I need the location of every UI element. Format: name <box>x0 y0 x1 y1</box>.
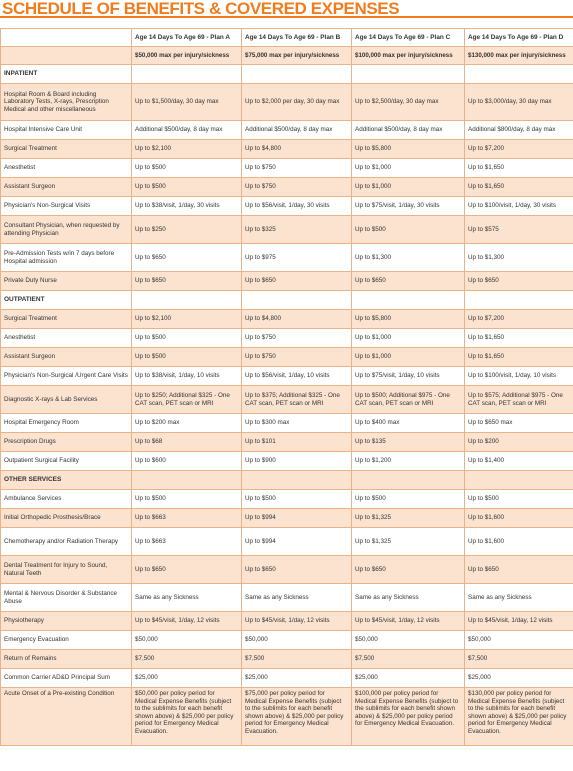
plan-d-value: Up to $1,650 <box>465 159 573 178</box>
plan-b-value: Up to $650 <box>242 556 352 584</box>
plan-a-value: $7,500 <box>132 650 242 669</box>
plan-b-value: $7,500 <box>242 650 352 669</box>
benefit-label: Anesthetist <box>1 329 132 348</box>
benefit-row <box>1 121 573 140</box>
benefit-label: Diagnostic X-rays & Lab Services <box>1 386 132 414</box>
plan-c-value: Up to $5,800 <box>352 310 465 329</box>
benefit-row <box>1 528 573 556</box>
plan-d-value: Up to $1,650 <box>465 178 573 197</box>
plan-b-value: Additional $500/day, 8 day max <box>242 121 352 140</box>
benefit-row <box>1 140 573 159</box>
plan-b-value: Up to $975 <box>242 244 352 272</box>
benefit-label: Physician's Non-Surgical Visits <box>1 197 132 216</box>
plan-a-value: Same as any Sickness <box>132 584 242 612</box>
plan-b-value: Up to $994 <box>242 528 352 556</box>
plan-a-value: Up to $68 <box>132 433 242 452</box>
plan-d-value: Up to $1,300 <box>465 244 573 272</box>
plan-c-value: Up to $135 <box>352 433 465 452</box>
plan-d-value: Up to $575; Additional $975 - One CAT scan, PET scan or MRI <box>465 386 573 414</box>
title-underline <box>0 15 573 28</box>
plan-b-value: $50,000 <box>242 631 352 650</box>
plan-d-value: $7,500 <box>465 650 573 669</box>
plan-a-value: Up to $2,100 <box>132 310 242 329</box>
plan-d-value: Up to $1,600 <box>465 509 573 528</box>
benefit-label: Outpatient Surgical Facility <box>1 452 132 471</box>
plan-d-value: Up to $1,650 <box>465 348 573 367</box>
benefit-row <box>1 348 573 367</box>
plan-a-value: Additional $500/day, 8 day max <box>132 121 242 140</box>
plan-d-value: Up to $200 <box>465 433 573 452</box>
section-blank-cell <box>465 65 573 84</box>
plan-c-value: $50,000 <box>352 631 465 650</box>
benefit-row <box>1 490 573 509</box>
plan-a-value: $50,000 <box>132 631 242 650</box>
benefit-label: Surgical Treatment <box>1 310 132 329</box>
plan-max-row <box>1 47 573 65</box>
page-title: SCHEDULE OF BENEFITS & COVERED EXPENSES <box>2 0 400 15</box>
plan-d-value: Up to $650 <box>465 272 573 291</box>
plan-d-value: $50,000 <box>465 631 573 650</box>
plan-b-value: $25,000 <box>242 669 352 688</box>
benefit-row <box>1 159 573 178</box>
plan-c-value: Up to $500; Additional $975 - One CAT scan, PET scan or MRI <box>352 386 465 414</box>
plan-c-value: Up to $1,300 <box>352 244 465 272</box>
plan-b-value: Up to $750 <box>242 178 352 197</box>
plan-b-value: Up to $45/visit, 1/day, 12 visits <box>242 612 352 631</box>
plan-a-max: $50,000 max per injury/sickness <box>132 47 242 65</box>
benefit-label: Ambulance Services <box>1 490 132 509</box>
plan-b-value: Up to $4,800 <box>242 310 352 329</box>
benefits-table <box>0 28 573 746</box>
plan-b-value: Up to $900 <box>242 452 352 471</box>
benefit-label: Anesthetist <box>1 159 132 178</box>
plan-a-value: Up to $663 <box>132 509 242 528</box>
benefit-row <box>1 631 573 650</box>
plan-a-value: Up to $500 <box>132 348 242 367</box>
section-blank-cell <box>352 65 465 84</box>
benefit-row <box>1 509 573 528</box>
plan-d-value: Up to $650 <box>465 556 573 584</box>
plan-a-value: Up to $250; Additional $325 - One CAT scan, PET scan or MRI <box>132 386 242 414</box>
plan-d-max: $130,000 max per injury/sickness <box>465 47 573 65</box>
benefit-row <box>1 452 573 471</box>
plan-c-header: Age 14 Days To Age 69 - Plan C <box>352 29 465 47</box>
plan-a-value: Up to $250 <box>132 216 242 244</box>
benefit-label: Assistant Surgeon <box>1 348 132 367</box>
benefit-label: Return of Remains <box>1 650 132 669</box>
section-label: OUTPATIENT <box>1 291 132 310</box>
plan-d-value: Up to $575 <box>465 216 573 244</box>
benefit-row <box>1 84 573 121</box>
plan-c-value: Up to $500 <box>352 216 465 244</box>
plan-d-value: $25,000 <box>465 669 573 688</box>
plan-c-value: Up to $650 <box>352 556 465 584</box>
benefit-row <box>1 584 573 612</box>
plan-c-value: Up to $75/visit, 1/day, 30 visits <box>352 197 465 216</box>
plan-b-value: Up to $375; Additional $325 - One CAT scan, PET scan or MRI <box>242 386 352 414</box>
benefit-label: Initial Orthopedic Prosthesis/Brace <box>1 509 132 528</box>
plan-c-value: Up to $45/visit, 1/day, 12 visits <box>352 612 465 631</box>
plan-d-value: Up to $45/visit, 1/day, 12 visits <box>465 612 573 631</box>
plan-c-value: Up to $1,000 <box>352 329 465 348</box>
benefit-row <box>1 386 573 414</box>
plan-b-value: Up to $300 max <box>242 414 352 433</box>
header-blank-cell <box>1 29 132 47</box>
benefit-row <box>1 612 573 631</box>
plan-a-value: Up to $500 <box>132 159 242 178</box>
plan-a-value: Up to $200 max <box>132 414 242 433</box>
benefit-row <box>1 272 573 291</box>
plan-d-value: Up to $100/visit, 1/day, 10 visits <box>465 367 573 386</box>
plan-a-value: Up to $500 <box>132 329 242 348</box>
section-blank-cell <box>242 471 352 490</box>
section-blank-cell <box>242 65 352 84</box>
benefit-label: Physiotherapy <box>1 612 132 631</box>
plan-d-header: Age 14 Days To Age 69 - Plan D <box>465 29 573 47</box>
section-blank-cell <box>352 291 465 310</box>
plan-c-value: $100,000 per policy period for Medical Expense Benefits (subject to the sublimits for each benefit shown above) & $25,000 per policy period for Emergency Medical Evacuation. <box>352 688 465 746</box>
benefit-row <box>1 433 573 452</box>
plan-b-value: Up to $750 <box>242 348 352 367</box>
plan-a-header: Age 14 Days To Age 69 - Plan A <box>132 29 242 47</box>
plan-b-max: $75,000 max per injury/sickness <box>242 47 352 65</box>
plan-header-row <box>1 29 573 47</box>
plan-c-value: Up to $1,200 <box>352 452 465 471</box>
plan-a-value: Up to $650 <box>132 244 242 272</box>
plan-c-value: Up to $1,000 <box>352 348 465 367</box>
plan-b-value: Up to $4,800 <box>242 140 352 159</box>
benefit-label: Dental Treatment for Injury to Sound, Natural Teeth <box>1 556 132 584</box>
plan-c-value: $25,000 <box>352 669 465 688</box>
benefit-row <box>1 669 573 688</box>
plan-d-value: Additional $800/day, 8 day max <box>465 121 573 140</box>
plan-b-value: Up to $325 <box>242 216 352 244</box>
benefit-label: Chemotherapy and/or Radiation Therapy <box>1 528 132 556</box>
plan-a-value: Up to $45/visit, 1/day, 12 visits <box>132 612 242 631</box>
benefit-row <box>1 329 573 348</box>
plan-a-value: Up to $500 <box>132 490 242 509</box>
section-header-row <box>1 291 573 310</box>
benefit-label: Emergency Evacuation <box>1 631 132 650</box>
plan-c-value: Up to $1,000 <box>352 178 465 197</box>
benefit-row <box>1 556 573 584</box>
plan-d-value: Up to $1,600 <box>465 528 573 556</box>
plan-a-value: Up to $38/visit, 1/day, 10 visits <box>132 367 242 386</box>
benefit-row <box>1 414 573 433</box>
section-blank-cell <box>132 471 242 490</box>
plan-a-value: Up to $500 <box>132 178 242 197</box>
plan-b-value: Up to $56/visit, 1/day, 30 visits <box>242 197 352 216</box>
plan-a-value: Up to $38/visit, 1/day, 30 visits <box>132 197 242 216</box>
benefit-row <box>1 216 573 244</box>
plan-b-header: Age 14 Days To Age 69 - Plan B <box>242 29 352 47</box>
benefit-label: Physician's Non-Surgical /Urgent Care Visits <box>1 367 132 386</box>
plan-c-max: $100,000 max per injury/sickness <box>352 47 465 65</box>
plan-b-value: Up to $2,000 per day, 30 day max <box>242 84 352 121</box>
plan-a-value: Up to $650 <box>132 272 242 291</box>
plan-a-value: Up to $2,100 <box>132 140 242 159</box>
benefit-label: Common Carrier AD&D Principal Sum <box>1 669 132 688</box>
plan-b-value: Up to $750 <box>242 329 352 348</box>
benefit-row <box>1 197 573 216</box>
benefit-label: Assistant Surgeon <box>1 178 132 197</box>
plan-c-value: Up to $400 max <box>352 414 465 433</box>
benefit-label: Acute Onset of a Pre-existing Condition <box>1 688 132 746</box>
plan-d-value: Same as any Sickness <box>465 584 573 612</box>
plan-b-value: Up to $101 <box>242 433 352 452</box>
plan-c-value: Up to $650 <box>352 272 465 291</box>
section-blank-cell <box>465 471 573 490</box>
plan-b-value: $75,000 per policy period for Medical Expense Benefits (subject to the sublimits for each benefit shown above) & $25,000 per policy period for Emergency Medical Evacuation. <box>242 688 352 746</box>
plan-b-value: Up to $750 <box>242 159 352 178</box>
plan-b-value: Up to $500 <box>242 490 352 509</box>
benefit-label: Surgical Treatment <box>1 140 132 159</box>
benefit-row <box>1 650 573 669</box>
plan-a-value: Up to $600 <box>132 452 242 471</box>
benefit-label: Prescription Drugs <box>1 433 132 452</box>
plan-d-value: Up to $7,200 <box>465 310 573 329</box>
section-header-row <box>1 471 573 490</box>
benefit-label: Mental & Nervous Disorder & Substance Abuse <box>1 584 132 612</box>
plan-d-value: Up to $7,200 <box>465 140 573 159</box>
benefit-label: Private Duty Nurse <box>1 272 132 291</box>
plan-d-value: Up to $650 max <box>465 414 573 433</box>
plan-c-value: Same as any Sickness <box>352 584 465 612</box>
plan-a-value: Up to $650 <box>132 556 242 584</box>
benefit-label: Hospital Room & Board including Laboratory Tests, X-rays, Prescription Medical and other miscellaneous <box>1 84 132 121</box>
plan-c-value: Up to $75/visit, 1/day, 10 visits <box>352 367 465 386</box>
section-blank-cell <box>242 291 352 310</box>
plan-b-value: Same as any Sickness <box>242 584 352 612</box>
plan-d-value: Up to $1,400 <box>465 452 573 471</box>
section-label: INPATIENT <box>1 65 132 84</box>
plan-d-value: Up to $3,000/day, 30 day max <box>465 84 573 121</box>
benefit-label: Hospital Intensive Care Unit <box>1 121 132 140</box>
benefit-row <box>1 178 573 197</box>
plan-d-value: Up to $1,650 <box>465 329 573 348</box>
plan-c-value: Up to $1,325 <box>352 528 465 556</box>
benefits-table-body <box>1 29 573 746</box>
plan-b-value: Up to $56/visit, 1/day, 10 visits <box>242 367 352 386</box>
plan-a-value: $25,000 <box>132 669 242 688</box>
plan-a-value: Up to $1,500/day, 30 day max <box>132 84 242 121</box>
benefit-row <box>1 310 573 329</box>
plan-c-value: Up to $1,325 <box>352 509 465 528</box>
plan-c-value: $7,500 <box>352 650 465 669</box>
plan-c-value: Up to $1,000 <box>352 159 465 178</box>
section-header-row <box>1 65 573 84</box>
benefit-row <box>1 244 573 272</box>
plan-d-value: Up to $500 <box>465 490 573 509</box>
benefit-label: Hospital Emergency Room <box>1 414 132 433</box>
section-blank-cell <box>132 291 242 310</box>
plan-c-value: Up to $5,800 <box>352 140 465 159</box>
section-blank-cell <box>465 291 573 310</box>
plan-d-value: $130,000 per policy period for Medical Expense Benefits (subject to the sublimits for each benefit shown above) & $25,000 per policy period for Emergency Medical Evacuation. <box>465 688 573 746</box>
plan-c-value: Up to $2,500/day, 30 day max <box>352 84 465 121</box>
benefit-row <box>1 688 573 746</box>
max-blank-cell <box>1 47 132 65</box>
benefit-row <box>1 367 573 386</box>
plan-b-value: Up to $994 <box>242 509 352 528</box>
plan-b-value: Up to $650 <box>242 272 352 291</box>
section-blank-cell <box>132 65 242 84</box>
plan-a-value: Up to $663 <box>132 528 242 556</box>
plan-c-value: Additional $500/day, 8 day max <box>352 121 465 140</box>
section-label: OTHER SERVICES <box>1 471 132 490</box>
section-blank-cell <box>352 471 465 490</box>
plan-c-value: Up to $500 <box>352 490 465 509</box>
plan-d-value: Up to $100/visit, 1/day, 30 visits <box>465 197 573 216</box>
plan-a-value: $50,000 per policy period for Medical Expense Benefits (subject to the sublimits for each benefit shown above) & $25,000 per policy period for Emergency Medical Evacuation. <box>132 688 242 746</box>
benefit-label: Consultant Physician, when requested by attending Physician <box>1 216 132 244</box>
benefit-label: Pre-Admission Tests w/in 7 days before Hospital admission <box>1 244 132 272</box>
